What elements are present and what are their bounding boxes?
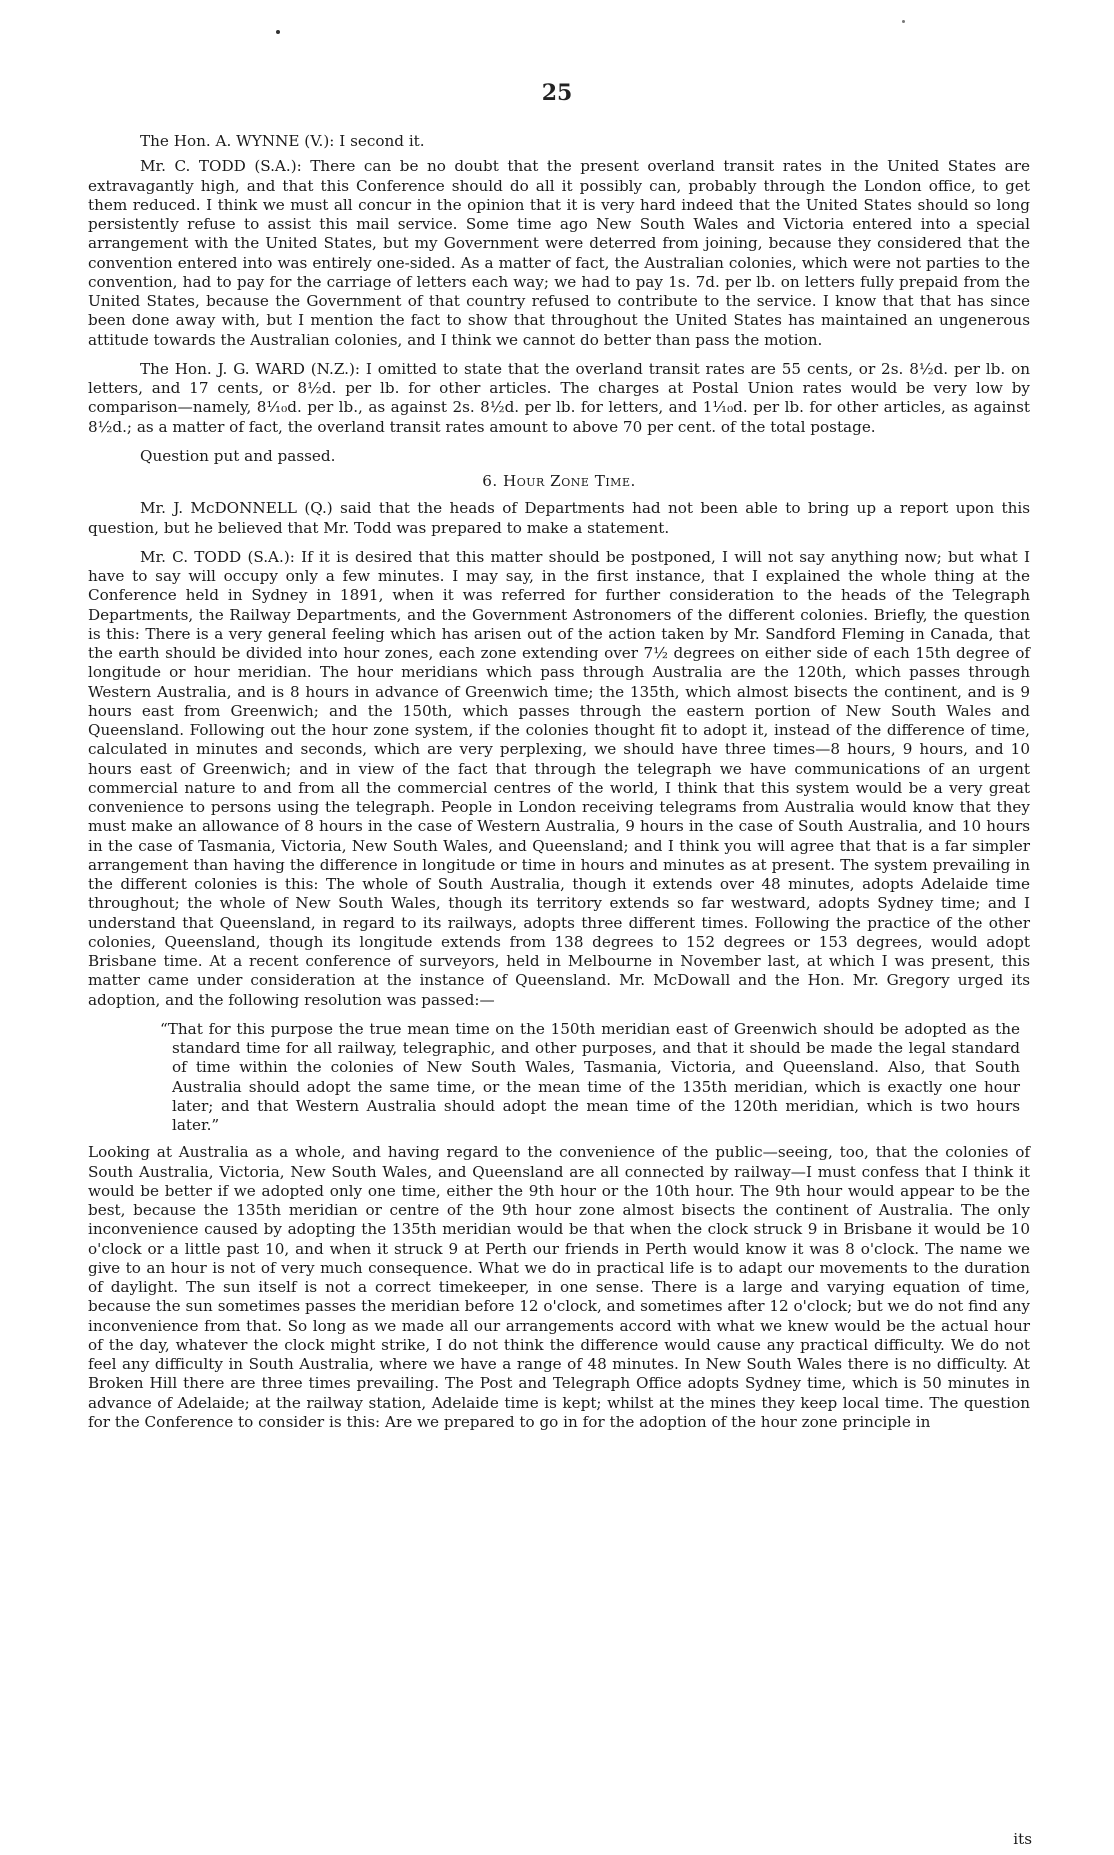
resolution-quote: “That for this purpose the true mean time on the 150th meridian east of Greenwich should be adopted as the standard time for all railway, telegraphic, and other purposes, and that it should be made the legal standard of time within the colonies of New South Wales, Tasmania, Victoria, and Queensland. Also, that South Australia should adopt the same time, or the mean time of the 135th meridian, which is exactly one hour later; and that Western Australia should adopt the mean time of the 120th meridian, which is two hours later.” [160,1019,1020,1134]
paragraph-ward: The Hon. J. G. WARD (N.Z.): I omitted to state that the overland transit rates are 55 cents, or 2s. 8½d. per lb. on letters, and 17 cents, or 8½d. per lb. for other articles. The charges at Postal Union rates would be very low by comparison—namely, 8¹⁄₁₀d. per lb., as against 2s. 8½d. per lb. for letters, and 1¹⁄₁₀d. per lb. for other articles, as against 8½d.; as a matter of fact, the overland transit rates amount to above 70 per cent. of the total postage. [88,359,1030,436]
paragraph-todd-continued: Looking at Australia as a whole, and having regard to the convenience of the public—seeing, too, that the colonies of South Australia, Victoria, New South Wales, and Queensland are all connected by railway—I must confess that I think it would be better if we adopted only one time, either the 9th hour or the 10th hour. The 9th hour would appear to be the best, because the 135th meridian or centre of the 9th hour zone almost bisects the continent of Australia. The only inconvenience caused by adopting the 135th meridian would be that when the clock struck 9 in Brisbane it would be 10 o'clock or a little past 10, and when it struck 9 at Perth our friends in Perth would know it was 8 o'clock. The name we give to an hour is not of very much consequence. What we do in practical life is to adapt our movements to the duration of daylight. The sun itself is not a correct timekeeper, in one sense. There is a large and varying equation of time, because the sun sometimes passes the meridian before 12 o'clock, and sometimes after 12 o'clock; but we do not find any inconvenience from that. So long as we made all our arrangements accord with what we knew would be the actual hour of the day, whatever the clock might strike, I do not think the difference would cause any practical difficulty. We do not feel any difficulty in South Australia, where we have a range of 48 minutes. In New South Wales there is no difficulty. At Broken Hill there are three times prevailing. The Post and Telegraph Office adopts Sydney time, which is 50 minutes in advance of Adelaide; at the railway station, Adelaide time is kept; whilst at the mines they keep local time. The question for the Conference to consider is this: Are we prepared to go in for the adoption of the hour zone principle in [88,1143,1030,1431]
paragraph-question-passed: Question put and passed. [140,446,336,465]
paragraph-mcdonnell: Mr. J. McDONNELL (Q.) said that the heads of Departments had not been able to bring up a report upon this question, but he believed that Mr. Todd was prepared to make a statement. [88,499,1030,537]
print-speck [276,30,280,34]
section-heading: 6. Hour Zone Time. [482,472,636,490]
catchword: its [1013,1830,1032,1848]
paragraph-todd-transit: Mr. C. TODD (S.A.): There can be no doubt that the present overland transit rates in the United States are extravagantly high, and that this Conference should do all it possibly can, probably through the London office, to get them reduced. I think we must all concur in the opinion that it is very hard indeed that the United States should so long persistently refuse to assist this mail service. Some time ago New South Wales and Victoria entered into a special arrangement with the United States, but my Government were deterred from joining, because they considered that the convention entered into was entirely one-sided. As a matter of fact, the Australian colonies, which were not parties to the convention, had to pay for the carriage of letters each way; we had to pay 1s. 7d. per lb. on letters fully prepaid from the United States, because the Government of that country refused to contribute to the service. I know that that has since been done away with, but I mention the fact to show that throughout the United States has maintained an ungenerous attitude towards the Australian colonies, and I think we cannot do better than pass the motion. [88,157,1030,349]
paragraph-wynne: The Hon. A. WYNNE (V.): I second it. [140,132,425,150]
paragraph-todd-hour-zone: Mr. C. TODD (S.A.): If it is desired that this matter should be postponed, I will not say anything now; but what I have to say will occupy only a few minutes. I may say, in the first instance, that I explained the whole thing at the Conference held in Sydney in 1891, when it was referred for further consideration to the heads of the Telegraph Departments, the Railway Departments, and the Government Astronomers of the different colonies. Briefly, the question is this: There is a very general feeling which has arisen out of the action taken by Mr. Sandford Fleming in Canada, that the earth should be divided into hour zones, each zone extending over 7½ degrees on either side of each 15th degree of longitude or hour meridian. The hour meridians which pass through Australia are the 120th, which passes through Western Australia, and is 8 hours in advance of Greenwich time; the 135th, which almost bisects the continent, and is 9 hours east from Greenwich; and the 150th, which passes through the eastern portion of New South Wales and Queensland. Following out the hour zone system, if the colonies thought fit to adopt it, instead of the difference of time, calculated in minutes and seconds, which are very perplexing, we should have three times—8 hours, 9 hours, and 10 hours east of Greenwich; and in view of the fact that through the telegraph we have communications of an urgent commercial nature to and from all the commercial centres of the world, I think that this system would be a very great convenience to persons using the telegraph. People in London receiving telegrams from Australia would know that they must make an allowance of 8 hours in the case of Western Australia, 9 hours in the case of South Australia, and 10 hours in the case of Tasmania, Victoria, New South Wales, and Queensland; and I think you will agree that that is a far simpler arrangement than having the difference in longitude or time in hours and minutes as at present. The system prevailing in the different colonies is this: The whole of South Australia, though it extends over 48 minutes, adopts Adelaide time throughout; the whole of New South Wales, though its territory extends so far westward, adopts Sydney time; and I understand that Queensland, in regard to its railways, adopts three different times. Following the practice of the other colonies, Queensland, though its longitude extends from 138 degrees to 152 degrees or 153 degrees, would adopt Brisbane time. At a recent conference of surveyors, held in Melbourne in November last, at which I was present, this matter came under consideration at the instance of Queensland. Mr. McDowall and the Hon. Mr. Gregory urged its adoption, and the following resolution was passed:— [88,547,1030,1009]
document-body [88,132,1030,1442]
print-speck [902,20,905,23]
page-number: 25 [541,80,573,106]
